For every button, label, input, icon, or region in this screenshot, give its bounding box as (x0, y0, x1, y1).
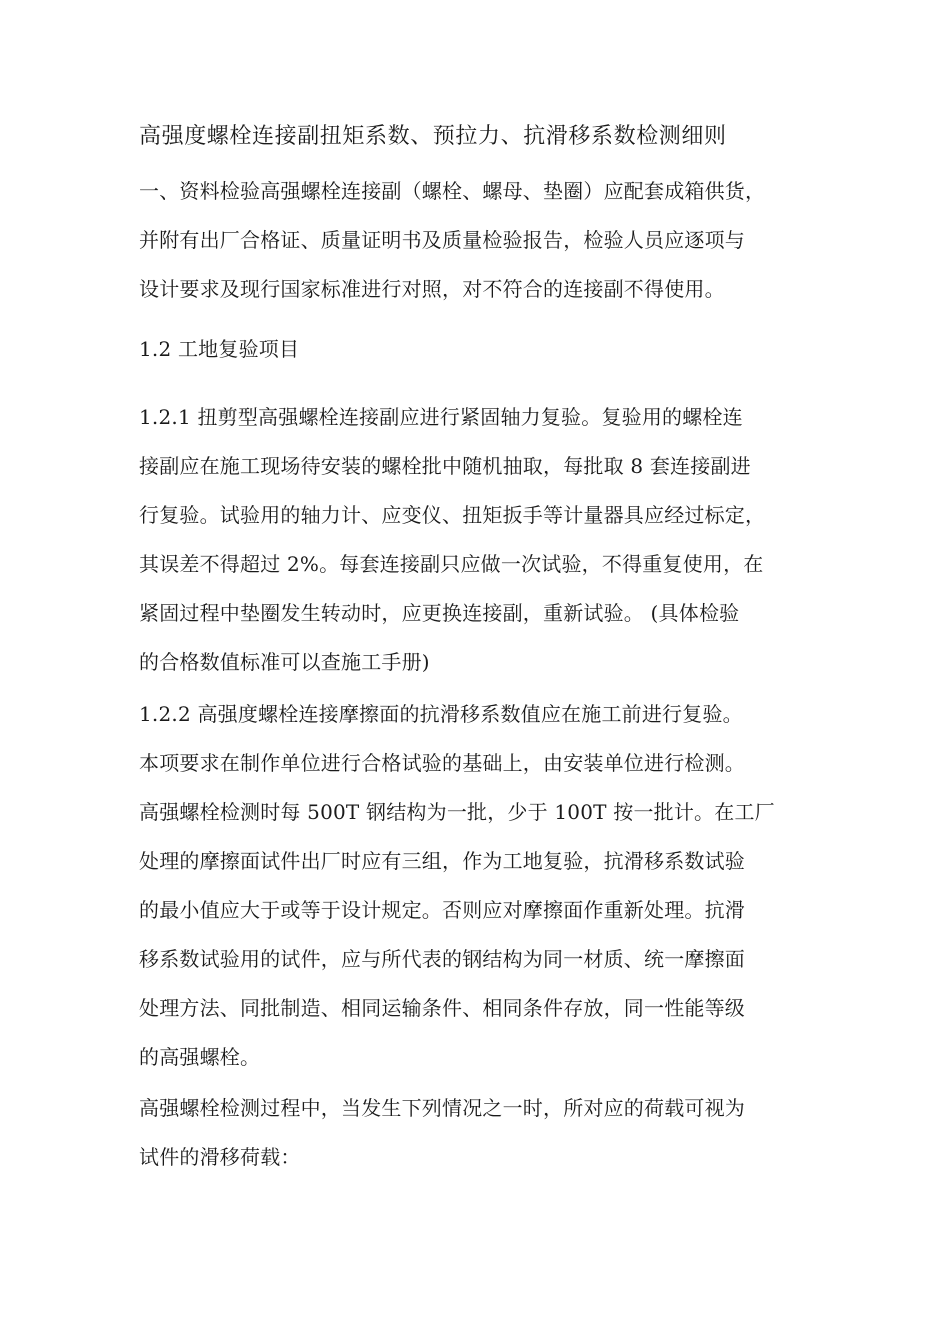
section-1-2-2-line-8: 的高强螺栓。 (139, 1045, 261, 1069)
section-1-2-2-line-2: 本项要求在制作单位进行合格试验的基础上，由安装单位进行检测。 (139, 751, 745, 775)
section-1-2-2-line-5: 的最小值应大于或等于设计规定。否则应对摩擦面作重新处理。抗滑 (139, 898, 745, 922)
slip-load-line-2: 试件的滑移荷载： (139, 1145, 301, 1169)
slip-load-line-1: 高强螺栓检测过程中，当发生下列情况之一时，所对应的荷载可视为 (139, 1096, 745, 1120)
section-1-2-1-line-4: 其误差不得超过 2%。每套连接副只应做一次试验，不得重复使用，在 (139, 552, 764, 576)
section-1-line-3: 设计要求及现行国家标准进行对照，对不符合的连接副不得使用。 (139, 277, 725, 301)
section-1-2-2-line-1: 1.2.2 高强度螺栓连接摩擦面的抗滑移系数值应在施工前进行复验。 (139, 702, 743, 726)
section-1-2-1-line-1: 1.2.1 扭剪型高强螺栓连接副应进行紧固轴力复验。复验用的螺栓连 (139, 405, 743, 429)
section-1-line-2: 并附有出厂合格证、质量证明书及质量检验报告，检验人员应逐项与 (139, 228, 745, 252)
section-1-2-2-line-7: 处理方法、同批制造、相同运输条件、相同条件存放，同一性能等级 (139, 996, 745, 1020)
section-1-2-2-line-6: 移系数试验用的试件，应与所代表的钢结构为同一材质、统一摩擦面 (139, 947, 745, 971)
section-1-2-1-line-5: 紧固过程中垫圈发生转动时，应更换连接副，重新试验。 (具体检验 (139, 601, 740, 625)
document-title: 高强度螺栓连接副扭矩系数、预拉力、抗滑移系数检测细则 (139, 124, 727, 149)
section-1-2-1-line-6: 的合格数值标准可以查施工手册) (139, 650, 430, 674)
section-1-2-1-line-3: 行复验。试验用的轴力计、应变仪、扭矩扳手等计量器具应经过标定， (139, 503, 766, 527)
section-1-2-2-line-4: 处理的摩擦面试件出厂时应有三组，作为工地复验，抗滑移系数试验 (139, 849, 745, 873)
section-1-line-1: 一、资料检验高强螺栓连接副（螺栓、螺母、垫圈）应配套成箱供货， (139, 179, 766, 203)
section-1-2-2-line-3: 高强螺栓检测时每 500T 钢结构为一批，少于 100T 按一批计。在工厂 (139, 800, 775, 824)
section-1-2-1-line-2: 接副应在施工现场待安装的螺栓批中随机抽取，每批取 8 套连接副进 (139, 454, 751, 478)
heading-1-2: 1.2 工地复验项目 (139, 337, 300, 361)
